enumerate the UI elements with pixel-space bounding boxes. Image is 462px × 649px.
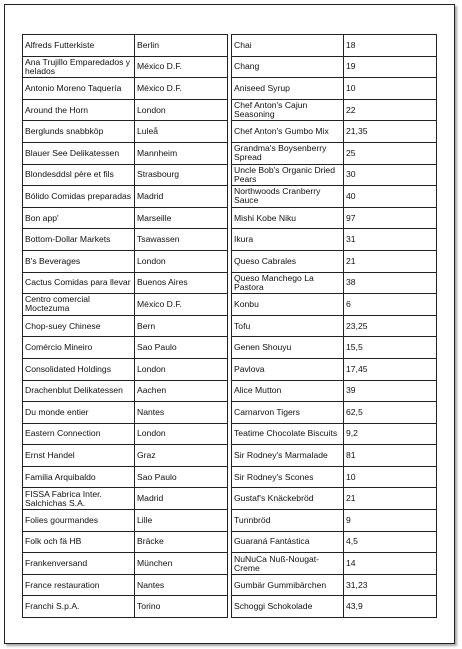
product-name-cell: Mishi Kobe Niku <box>232 207 344 229</box>
product-name-cell: Sir Rodney's Scones <box>232 466 344 488</box>
customer-city-cell: Strasbourg <box>135 164 228 186</box>
customer-city-cell: Bern <box>135 315 228 337</box>
table-row <box>232 250 437 272</box>
customer-name-cell: Drachenblut Delikatessen <box>23 380 135 402</box>
customer-name-cell: B's Beverages <box>23 250 135 272</box>
customer-city-cell: México D.F. <box>135 294 228 316</box>
product-name-cell: Chang <box>232 56 344 78</box>
customer-city-cell: London <box>135 99 228 121</box>
customer-name-cell: FISSA Fabrica Inter. Salchichas S.A. <box>23 488 135 510</box>
table-row <box>23 35 228 57</box>
customer-city-cell: Madrid <box>135 186 228 208</box>
table-row <box>232 56 437 78</box>
product-price-cell: 21 <box>344 488 437 510</box>
table-row <box>23 56 228 78</box>
customer-city-cell: Nantes <box>135 574 228 596</box>
customer-city-cell: Torino <box>135 596 228 618</box>
product-price-cell: 97 <box>344 207 437 229</box>
table-row <box>23 596 228 618</box>
customer-city-cell: Nantes <box>135 402 228 424</box>
table-row <box>232 510 437 532</box>
product-name-cell: Uncle Bob's Organic Dried Pears <box>232 164 344 186</box>
table-row <box>232 596 437 618</box>
table-row <box>23 423 228 445</box>
table-row <box>23 294 228 316</box>
product-price-cell: 31 <box>344 229 437 251</box>
table-row <box>23 142 228 164</box>
product-price-cell: 4,5 <box>344 531 437 553</box>
product-name-cell: Queso Manchego La Pastora <box>232 272 344 294</box>
product-price-cell: 21,35 <box>344 121 437 143</box>
table-row <box>232 35 437 57</box>
table-row <box>23 78 228 100</box>
customer-city-cell: Sao Paulo <box>135 466 228 488</box>
table-row <box>232 466 437 488</box>
customer-city-cell: London <box>135 250 228 272</box>
product-price-cell: 31,23 <box>344 574 437 596</box>
customer-city-cell: Lille <box>135 510 228 532</box>
customer-city-cell: Buenos Aires <box>135 272 228 294</box>
customer-name-cell: Chop-suey Chinese <box>23 315 135 337</box>
customer-name-cell: Alfreds Futterkiste <box>23 35 135 57</box>
customer-name-cell: France restauration <box>23 574 135 596</box>
table-row <box>23 250 228 272</box>
product-price-cell: 9,2 <box>344 423 437 445</box>
table-row <box>23 445 228 467</box>
customer-name-cell: Bólido Comidas preparadas <box>23 186 135 208</box>
table-row <box>23 358 228 380</box>
product-name-cell: Pavlova <box>232 358 344 380</box>
customer-city-cell: München <box>135 553 228 575</box>
customer-name-cell: Bottom-Dollar Markets <box>23 229 135 251</box>
product-price-cell: 81 <box>344 445 437 467</box>
product-name-cell: Northwoods Cranberry Sauce <box>232 186 344 208</box>
table-row <box>23 121 228 143</box>
customer-name-cell: Franchi S.p.A. <box>23 596 135 618</box>
product-price-cell: 22 <box>344 99 437 121</box>
table-row <box>23 553 228 575</box>
customer-city-cell: Bräcke <box>135 531 228 553</box>
customer-city-cell: México D.F. <box>135 56 228 78</box>
table-row <box>232 99 437 121</box>
table-row <box>232 445 437 467</box>
table-row <box>23 272 228 294</box>
customer-city-cell: London <box>135 358 228 380</box>
products-table-body <box>232 35 437 618</box>
table-row <box>23 466 228 488</box>
table-row <box>23 186 228 208</box>
product-price-cell: 40 <box>344 186 437 208</box>
product-name-cell: Ikura <box>232 229 344 251</box>
customer-city-cell: Berlin <box>135 35 228 57</box>
customer-city-cell: Mannheim <box>135 142 228 164</box>
customer-city-cell: Madrid <box>135 488 228 510</box>
table-row <box>232 229 437 251</box>
product-name-cell: Alice Mutton <box>232 380 344 402</box>
customer-name-cell: Centro comercial Moctezuma <box>23 294 135 316</box>
product-name-cell: Grandma's Boysenberry Spread <box>232 142 344 164</box>
table-row <box>232 78 437 100</box>
customer-name-cell: Comércio Mineiro <box>23 337 135 359</box>
customers-table-body <box>23 35 228 618</box>
product-price-cell: 25 <box>344 142 437 164</box>
product-price-cell: 39 <box>344 380 437 402</box>
product-price-cell: 9 <box>344 510 437 532</box>
product-price-cell: 6 <box>344 294 437 316</box>
table-row <box>23 531 228 553</box>
product-name-cell: Aniseed Syrup <box>232 78 344 100</box>
table-row <box>232 358 437 380</box>
product-name-cell: Gumbär Gummibärchen <box>232 574 344 596</box>
customer-city-cell: Tsawassen <box>135 229 228 251</box>
table-row <box>232 294 437 316</box>
product-name-cell: Konbu <box>232 294 344 316</box>
product-name-cell: Schoggi Schokolade <box>232 596 344 618</box>
table-row <box>23 229 228 251</box>
customer-name-cell: Consolidated Holdings <box>23 358 135 380</box>
product-price-cell: 19 <box>344 56 437 78</box>
table-row <box>23 510 228 532</box>
customer-city-cell: México D.F. <box>135 78 228 100</box>
product-price-cell: 38 <box>344 272 437 294</box>
table-row <box>232 402 437 424</box>
product-name-cell: NuNuCa Nuß-Nougat-Creme <box>232 553 344 575</box>
product-price-cell: 23,25 <box>344 315 437 337</box>
customer-city-cell: Luleå <box>135 121 228 143</box>
customer-name-cell: Around the Horn <box>23 99 135 121</box>
customer-city-cell: Marseille <box>135 207 228 229</box>
table-row <box>23 574 228 596</box>
customer-name-cell: Eastern Connection <box>23 423 135 445</box>
product-name-cell: Chef Anton's Cajun Seasoning <box>232 99 344 121</box>
customer-name-cell: Folk och fä HB <box>23 531 135 553</box>
customer-name-cell: Blondesddsl père et fils <box>23 164 135 186</box>
table-row <box>232 553 437 575</box>
product-price-cell: 10 <box>344 466 437 488</box>
table-row <box>232 121 437 143</box>
customer-name-cell: Blauer See Delikatessen <box>23 142 135 164</box>
table-row <box>232 423 437 445</box>
table-row <box>232 337 437 359</box>
customer-name-cell: Cactus Comidas para llevar <box>23 272 135 294</box>
customer-city-cell: Graz <box>135 445 228 467</box>
product-price-cell: 43,9 <box>344 596 437 618</box>
table-row <box>23 99 228 121</box>
product-name-cell: Queso Cabrales <box>232 250 344 272</box>
table-row <box>23 380 228 402</box>
customer-name-cell: Ernst Handel <box>23 445 135 467</box>
product-price-cell: 18 <box>344 35 437 57</box>
table-row <box>232 272 437 294</box>
product-name-cell: Tofu <box>232 315 344 337</box>
customer-name-cell: Frankenversand <box>23 553 135 575</box>
product-name-cell: Teatime Chocolate Biscuits <box>232 423 344 445</box>
customer-name-cell: Bon app' <box>23 207 135 229</box>
table-row <box>23 337 228 359</box>
product-name-cell: Carnarvon Tigers <box>232 402 344 424</box>
product-name-cell: Genen Shouyu <box>232 337 344 359</box>
customer-city-cell: London <box>135 423 228 445</box>
document-page <box>4 4 455 644</box>
table-row <box>23 207 228 229</box>
product-name-cell: Guaraná Fantástica <box>232 531 344 553</box>
product-price-cell: 14 <box>344 553 437 575</box>
product-price-cell: 15,5 <box>344 337 437 359</box>
customer-name-cell: Familia Arquibaldo <box>23 466 135 488</box>
product-price-cell: 21 <box>344 250 437 272</box>
table-row <box>232 142 437 164</box>
table-row <box>23 488 228 510</box>
table-row <box>232 315 437 337</box>
product-price-cell: 62,5 <box>344 402 437 424</box>
table-row <box>232 488 437 510</box>
customer-name-cell: Ana Trujillo Emparedados y helados <box>23 56 135 78</box>
product-name-cell: Chef Anton's Gumbo Mix <box>232 121 344 143</box>
product-price-cell: 10 <box>344 78 437 100</box>
product-name-cell: Sir Rodney's Marmalade <box>232 445 344 467</box>
product-price-cell: 17,45 <box>344 358 437 380</box>
products-table <box>231 34 437 618</box>
table-row <box>232 186 437 208</box>
table-row <box>232 207 437 229</box>
customer-city-cell: Aachen <box>135 380 228 402</box>
customer-name-cell: Antonio Moreno Taquería <box>23 78 135 100</box>
table-row <box>23 402 228 424</box>
table-row <box>23 164 228 186</box>
table-row <box>232 574 437 596</box>
customer-name-cell: Folies gourmandes <box>23 510 135 532</box>
product-price-cell: 30 <box>344 164 437 186</box>
product-name-cell: Gustaf's Knäckebröd <box>232 488 344 510</box>
product-name-cell: Tunnbröd <box>232 510 344 532</box>
customer-city-cell: Sao Paulo <box>135 337 228 359</box>
table-row <box>232 164 437 186</box>
customer-name-cell: Du monde entier <box>23 402 135 424</box>
table-row <box>232 380 437 402</box>
customers-table <box>22 34 228 618</box>
table-row <box>232 531 437 553</box>
product-name-cell: Chai <box>232 35 344 57</box>
customer-name-cell: Berglunds snabbköp <box>23 121 135 143</box>
table-row <box>23 315 228 337</box>
